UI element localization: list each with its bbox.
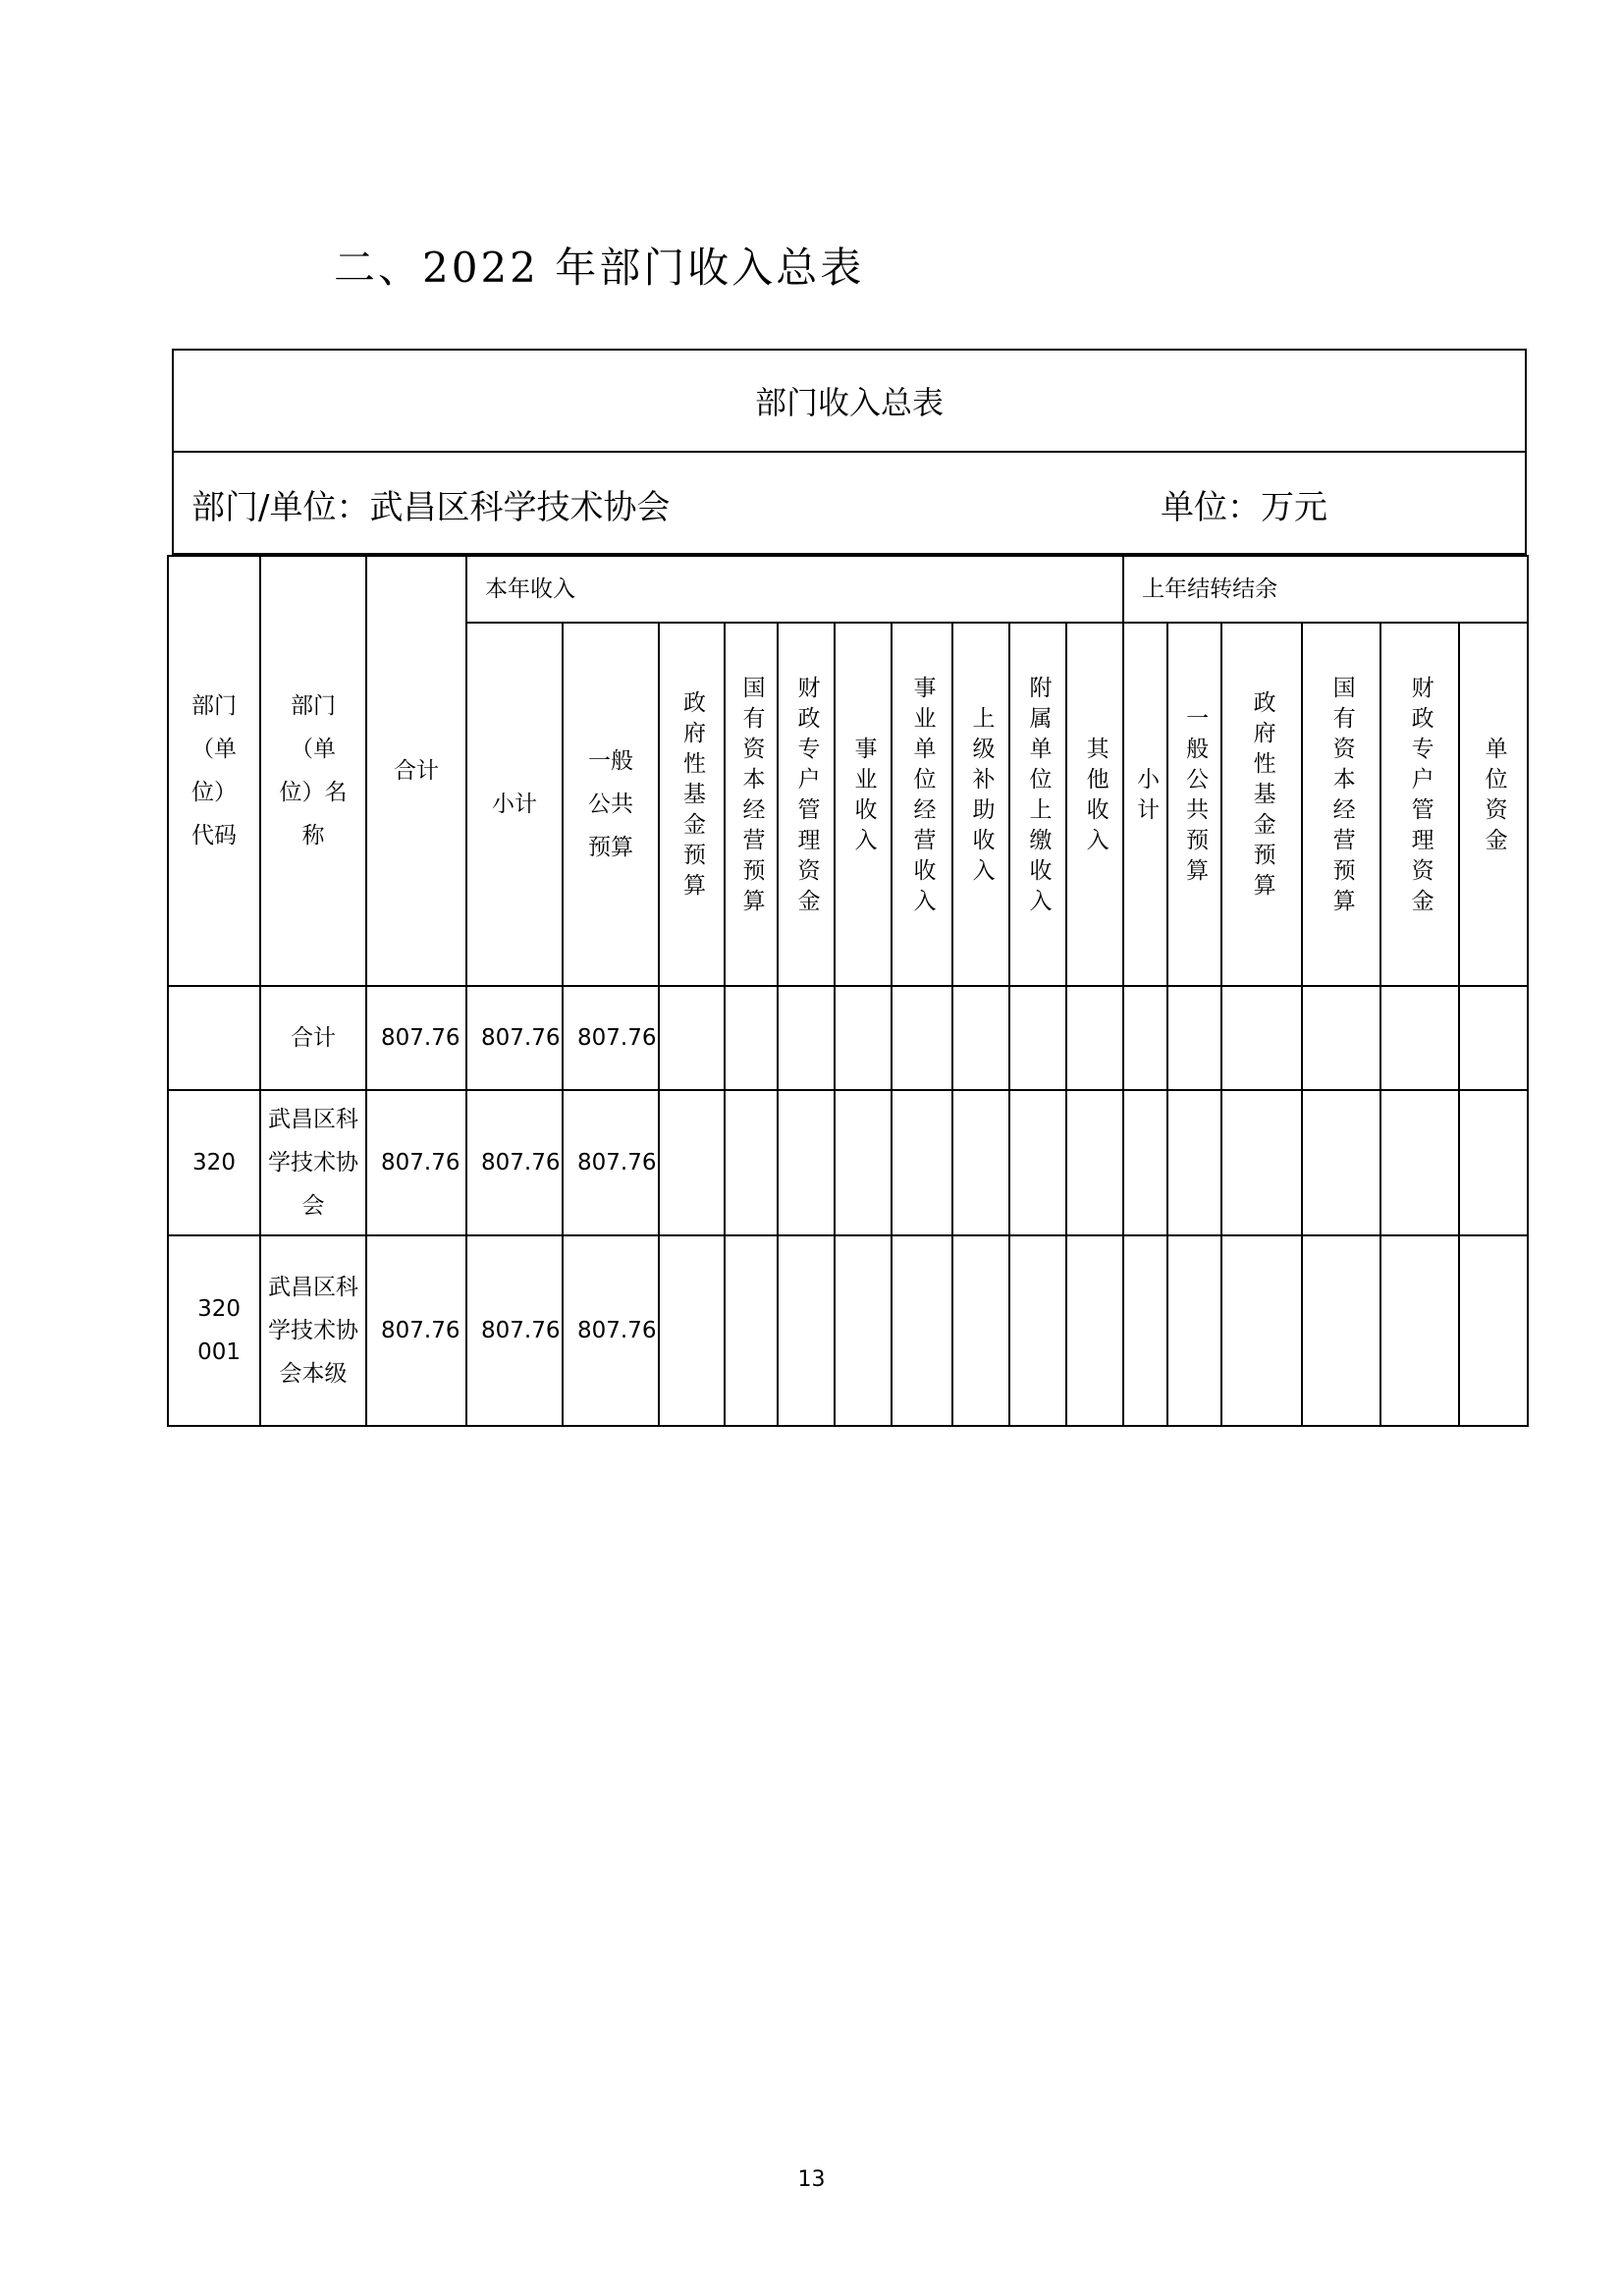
header-current-special: 财政专户管理资金 bbox=[778, 623, 835, 986]
row-subtotal: 807.76 bbox=[466, 1235, 563, 1426]
table-title: 部门收入总表 bbox=[174, 351, 1525, 453]
header-current-general: 一般公共预算 bbox=[563, 623, 659, 986]
row-code: 320001 bbox=[168, 1235, 260, 1426]
row-code bbox=[168, 986, 260, 1090]
empty-cell bbox=[1302, 1235, 1380, 1426]
header-carry-govfund: 政府性基金预算 bbox=[1221, 623, 1302, 986]
header-current-affiliated: 附属单位上缴收入 bbox=[1009, 623, 1066, 986]
empty-cell bbox=[1123, 986, 1167, 1090]
empty-cell bbox=[1459, 1235, 1528, 1426]
empty-cell bbox=[778, 1090, 835, 1235]
empty-cell bbox=[1380, 1235, 1459, 1426]
empty-cell bbox=[1009, 986, 1066, 1090]
row-name: 合计 bbox=[260, 986, 366, 1090]
header-group-current: 本年收入 bbox=[466, 556, 1123, 623]
header-current-soe: 国有资本经营预算 bbox=[725, 623, 778, 986]
table-row bbox=[168, 1090, 1528, 1235]
empty-cell bbox=[1066, 1090, 1123, 1235]
empty-cell bbox=[952, 986, 1009, 1090]
row-total: 807.76 bbox=[366, 1235, 466, 1426]
empty-cell bbox=[1221, 1235, 1302, 1426]
empty-cell bbox=[1167, 1090, 1221, 1235]
empty-cell bbox=[835, 1235, 892, 1426]
row-general: 807.76 bbox=[563, 1235, 659, 1426]
empty-cell bbox=[892, 986, 952, 1090]
empty-cell bbox=[952, 1235, 1009, 1426]
header-carry-soe: 国有资本经营预算 bbox=[1302, 623, 1380, 986]
unit-label: 单位：万元 bbox=[1161, 488, 1327, 527]
row-general: 807.76 bbox=[563, 986, 659, 1090]
table-row bbox=[168, 986, 1528, 1090]
empty-cell bbox=[1302, 1090, 1380, 1235]
empty-cell bbox=[835, 1090, 892, 1235]
empty-cell bbox=[1123, 1090, 1167, 1235]
row-total: 807.76 bbox=[366, 986, 466, 1090]
header-carry-general: 一般公共预算 bbox=[1167, 623, 1221, 986]
empty-cell bbox=[1221, 1090, 1302, 1235]
empty-cell bbox=[1009, 1235, 1066, 1426]
empty-cell bbox=[1123, 1235, 1167, 1426]
empty-cell bbox=[835, 986, 892, 1090]
header-carry-special: 财政专户管理资金 bbox=[1380, 623, 1459, 986]
empty-cell bbox=[892, 1235, 952, 1426]
header-current-unit-ops: 事业单位经营收入 bbox=[892, 623, 952, 986]
header-carry-subtotal: 小计 bbox=[1123, 623, 1167, 986]
row-general: 807.76 bbox=[563, 1090, 659, 1235]
empty-cell bbox=[778, 1235, 835, 1426]
header-name: 部门（单位）名称 bbox=[260, 556, 366, 986]
empty-cell bbox=[725, 986, 778, 1090]
empty-cell bbox=[659, 1090, 725, 1235]
empty-cell bbox=[659, 1235, 725, 1426]
header-carry-unit: 单位资金 bbox=[1459, 623, 1528, 986]
empty-cell bbox=[1221, 986, 1302, 1090]
header-current-govfund: 政府性基金预算 bbox=[659, 623, 725, 986]
empty-cell bbox=[1459, 1090, 1528, 1235]
empty-cell bbox=[1009, 1090, 1066, 1235]
header-code: 部门（单位）代码 bbox=[168, 556, 260, 986]
empty-cell bbox=[1167, 1235, 1221, 1426]
empty-cell bbox=[1380, 986, 1459, 1090]
header-group-carryover: 上年结转结余 bbox=[1123, 556, 1528, 623]
empty-cell bbox=[778, 986, 835, 1090]
header-current-other: 其他收入 bbox=[1066, 623, 1123, 986]
header-current-superior: 上级补助收入 bbox=[952, 623, 1009, 986]
empty-cell bbox=[1302, 986, 1380, 1090]
empty-cell bbox=[725, 1235, 778, 1426]
empty-cell bbox=[1167, 986, 1221, 1090]
empty-cell bbox=[892, 1090, 952, 1235]
empty-cell bbox=[1380, 1090, 1459, 1235]
income-summary-table bbox=[167, 555, 1529, 1427]
header-current-business: 事业收入 bbox=[835, 623, 892, 986]
department-label: 部门/单位：武昌区科学技术协会 bbox=[191, 488, 671, 527]
unit-row bbox=[174, 453, 1525, 555]
row-name: 武昌区科学技术协会本级 bbox=[260, 1235, 366, 1426]
header-current-subtotal: 小计 bbox=[466, 623, 563, 986]
row-subtotal: 807.76 bbox=[466, 986, 563, 1090]
empty-cell bbox=[1066, 986, 1123, 1090]
row-name: 武昌区科学技术协会 bbox=[260, 1090, 366, 1235]
row-code: 320 bbox=[168, 1090, 260, 1235]
page-number: 13 bbox=[797, 2167, 826, 2192]
row-subtotal: 807.76 bbox=[466, 1090, 563, 1235]
table-row bbox=[168, 1235, 1528, 1426]
empty-cell bbox=[659, 986, 725, 1090]
empty-cell bbox=[1459, 986, 1528, 1090]
header-total: 合计 bbox=[366, 556, 466, 986]
row-total: 807.76 bbox=[366, 1090, 466, 1235]
page-heading: 二、2022 年部门收入总表 bbox=[334, 244, 865, 292]
empty-cell bbox=[1066, 1235, 1123, 1426]
empty-cell bbox=[952, 1090, 1009, 1235]
table-frame bbox=[172, 349, 1527, 555]
empty-cell bbox=[725, 1090, 778, 1235]
